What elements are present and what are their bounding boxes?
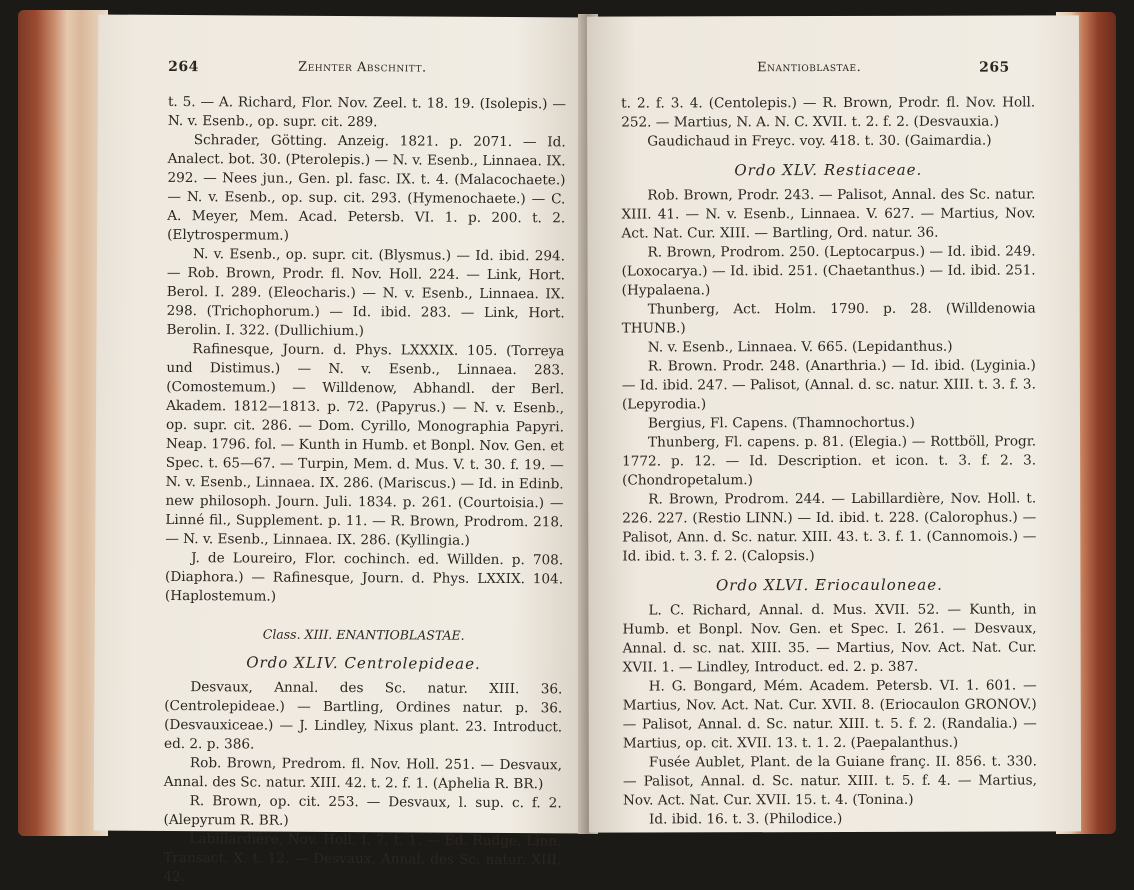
paragraph: Rafinesque, Journ. d. Phys. LXXXIX. 105. (Torreya und Distimus.) — N. v. Esenb., Linnaea. 283. (Comostemum.) — Willdenow, Abhandl. der Berl. Akadem. 1812—1813. p. 72. (Papyrus.) — N. v. Esenb., op. supr. cit. 286. — Dom. Cyrillo, Monographia Papyri. Neap. 1796. fol. — Kunth in Humb. et Bonpl. Nov. Gen. et Spec. t. 65—67. — Turpin, Mem. d. Mus. V. t. 30. f. 19. — N. v. Esenb., Linnaea. IX. 286. (Mariscus.) — Id. in Edinb. new philosoph. Journ. Juli. 1834. p. 261. (Courtoisia.) — Linné fil., Supplement. p. 11. — R. Brown, Prodrom. 218. — N. v. Esenb., Linnaea. IX. 286. (Kyllingia.) — [165, 341, 565, 549]
right-page-text — [621, 93, 1037, 829]
paragraph: t. 5. — A. Richard, Flor. Nov. Zeel. t. 18. 19. (Isolepis.) — N. v. Esenb., op. supr. cit. 289. — [167, 93, 567, 131]
paragraph: t. 2. f. 3. 4. (Centolepis.) — R. Brown, Prodr. fl. Nov. Holl. 252. — Martius, N. A. N. C. XVII. t. 2. f. 2. (Desvauxia.) — [621, 94, 1036, 131]
paragraph: R. Brown. Prodr. 248. (Anarthria.) — Id. ibid. (Lyginia.) — Id. ibid. 247. — Palisot, (Annal. d. sc. natur. XIII. t. 3. f. 3. (Lepyrodia.) — [621, 357, 1036, 413]
left-page-text — [163, 93, 566, 889]
paragraph: Gaudichaud in Freyc. voy. 418. t. 30. (Gaimardia.) — [647, 132, 992, 150]
paragraph: Fusée Aublet, Plant. de la Guiane franç. II. 856. t. 330. — Palisot, Annal. d. Sc. natur. XIII. t. 5. f. 4. — Martius, Nov. Act. Nat. Cur. XVII. 15. t. 4. (Tonina.) — [622, 753, 1037, 809]
running-head: Enantioblastae. — [757, 59, 862, 76]
class-heading: Class. XIII. ENANTIOBLASTAE. — [262, 626, 465, 643]
paragraph: Id. ibid. 16. t. 3. (Philodice.) — [649, 810, 843, 828]
paragraph: Thunberg, Act. Holm. 1790. p. 28. (Willdenowia THUNB.) — [621, 300, 1036, 337]
paragraph: N. v. Esenb., op. supr. cit. (Blysmus.) — Id. ibid. 294. — Rob. Brown, Prodr. fl. Nov. Holl. 224. — Link, Hort. Berol. I. 289. (Eleocharis.) — N. v. Esenb., Linnaea. IX. 298. (Trichophorum.) — Id. ibid. 283. — Link, Hort. Berolin. I. 322. (Dullichium.) — [166, 246, 566, 340]
paragraph: H. G. Bongard, Mém. Academ. Petersb. VI. 1. 601. — Martius, Nov. Act. Nat. Cur. XVII. 8. (Eriocaulon GRONOV.) — Palisot, Annal. d. Sc. natur. XIII. t. 5. f. 2. (Randalia.) — Martius, op. cit. XVII. 13. t. 1. 2. (Paepalanthus.) — [622, 677, 1037, 752]
paragraph: Labillardière, Nov. Holl. I. 7. t. 1. — Ed. Rudge, Linn. Transact. X. t. 12. — Desvaux, Annal. des Sc. natur. XIII. 42. — [163, 831, 562, 886]
paragraph: J. de Loureiro, Flor. cochinch. ed. Willden. p. 708. (Diaphora.) — Rafinesque, Journ. d. Phys. LXXIX. 104. (Haplostemum.) — [164, 550, 564, 605]
paragraph: Thunberg, Fl. capens. p. 81. (Elegia.) — Rottböll, Progr. 1772. p. 12. — Id. Description. et icon. t. 3. f. 2. 3. (Chondropetalum.) — [622, 433, 1037, 489]
paragraph: L. C. Richard, Annal. d. Mus. XVII. 52. — Kunth, in Humb. et Bonpl. Nov. Gen. et Spec. I. 261. — Desvaux, Annal. d. sc. nat. XIII. 35. — Martius, Nov. Act. Nat. Cur. XVII. 1. — Lindley, Introduct. ed. 2. p. 387. — [622, 601, 1037, 676]
paragraph: Bergius, Fl. Capens. (Thamnochortus.) — [647, 414, 915, 432]
paragraph: Rob. Brown, Prodr. 243. — Palisot, Annal. des Sc. natur. XIII. 41. — N. v. Esenb., Linnaea. V. 627. — Martius, Nov. Act. Nat. Cur. XIII. — Bartling, Ord. natur. 36. — [621, 186, 1036, 242]
paragraph: Rob. Brown, Predrom. fl. Nov. Holl. 251. — Desvaux, Annal. des Sc. natur. XIII. 42. t. 2. f. 1. (Aphelia R. BR.) — [163, 755, 562, 793]
running-head: Zehnter Abschnitt. — [298, 59, 427, 76]
page-number: 264 — [168, 58, 199, 76]
ordo-heading: Ordo XLIV. Centrolepideae. — [246, 653, 481, 673]
paragraph: R. Brown, Prodrom. 244. — Labillardière, Nov. Holl. t. 226. 227. (Restio LINN.) — Id. ibid. t. 228. (Calorophus.) — Palisot, Ann. d. Sc. natur. XIII. 43. t. 3. f. 1. (Cannomois.) — Id. ibid. t. 3. f. 2. (Calopsis.) — [622, 490, 1037, 565]
paragraph: Schrader, Götting. Anzeig. 1821. p. 2071. — Id. Analect. bot. 30. (Pterolepis.) — N. v. Esenb., Linnaea. IX. 292. — Nees jun., Gen. pl. fasc. IX. t. 4. (Malacochaete.) — N. v. Esenb., op. sup. cit. 293. (Hymenochaete.) — C. A. Meyer, Mem. Acad. Petersb. VI. 1. p. 200. t. 2. (Elytrospermum.) — [167, 132, 566, 244]
paragraph: N. v. Esenb., Linnaea. V. 665. (Lepidanthus.) — [647, 338, 953, 356]
right-page — [587, 15, 1081, 832]
page-number: 265 — [979, 59, 1010, 76]
ordo-heading: Ordo XLV. Restiaceae. — [734, 160, 923, 180]
paragraph: R. Brown, Prodrom. 250. (Leptocarpus.) — Id. ibid. 249. (Loxocarya.) — Id. ibid. 251. (Chaetanthus.) — Id. ibid. 251. (Hypalaena.) — [621, 243, 1036, 299]
paragraph: Desvaux, Annal. des Sc. natur. XIII. 36. (Centrolepideae.) — Bartling, Ordines natur. p. 36. (Desvauxiceae.) — J. Lindley, Nixus plant. 23. Introduct. ed. 2. p. 386. — [163, 679, 563, 753]
paragraph: R. Brown, op. cit. 253. — Desvaux, l. sup. c. f. 2. (Alepyrum R. BR.) — [163, 793, 562, 829]
ordo-heading: Ordo XLVI. Eriocauloneae. — [715, 575, 943, 595]
left-page — [94, 15, 589, 886]
